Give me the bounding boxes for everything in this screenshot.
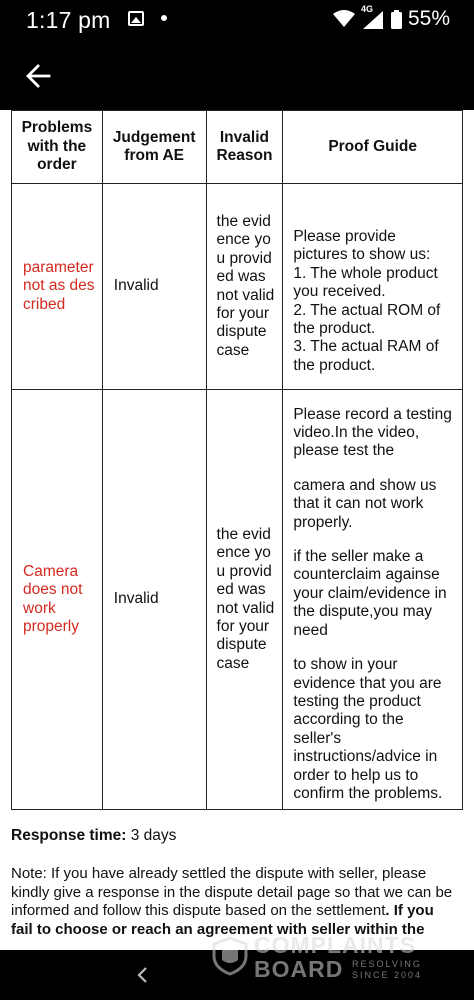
dispute-table	[11, 110, 463, 810]
spacer	[293, 461, 454, 477]
nav-back-button[interactable]	[132, 960, 152, 990]
battery-icon	[391, 10, 402, 29]
spacer	[293, 532, 454, 548]
problem-cell	[12, 184, 103, 390]
header-problems: Problems with the order	[12, 111, 103, 184]
image-icon	[128, 11, 144, 26]
problem-cell: Camera does not work properly	[12, 390, 103, 810]
chevron-left-icon	[136, 966, 148, 984]
table-header-row	[12, 111, 463, 184]
dot-icon	[161, 15, 167, 21]
header-proof-guide: Proof Guide	[283, 111, 463, 184]
reason-text: the evidence you provided was not valid for your dispute case	[216, 525, 275, 672]
reason-cell	[206, 184, 283, 390]
status-time: 1:17 pm	[26, 7, 111, 33]
guide-line: to show in your evidence that you are testing the product according to the seller's instructions/advice in order to help us to confirm the problems.	[293, 656, 443, 802]
watermark-line1: COMPLAINTS	[254, 932, 417, 958]
guide-line: camera and show us that it can not work properly.	[293, 476, 437, 531]
battery-percent: 55%	[407, 7, 450, 30]
watermark-line2: BOARD	[254, 956, 344, 982]
note-bold-text: . If you fail to choose or reach an agreement with seller within the	[11, 902, 434, 938]
table-row	[12, 184, 463, 390]
reason-cell	[206, 390, 283, 810]
status-right-group	[333, 4, 450, 31]
app-bar	[0, 40, 474, 110]
dispute-detail-content[interactable]	[0, 110, 474, 950]
proof-guide-cell	[283, 390, 463, 810]
reason-text: the evidence you provided was not valid for your dispute case	[216, 212, 275, 359]
guide-line: if the seller make a counterclaim againse your claim/evidence in the dispute,you may need	[293, 548, 447, 639]
complaints-board-watermark	[212, 930, 452, 984]
spacer	[293, 640, 454, 656]
wifi-icon	[333, 10, 355, 28]
response-time	[11, 827, 176, 845]
guide-line: 1. The whole product you received.	[293, 264, 438, 301]
guide-line: Please provide pictures to show us:	[293, 227, 431, 264]
note-paragraph	[11, 865, 458, 939]
judgement-cell: Invalid	[102, 184, 206, 390]
guide-line: Please record a testing video.In the video, please test the	[293, 405, 452, 460]
guide-line: 2. The actual ROM of the product.	[293, 301, 441, 337]
response-time-value: 3 days	[130, 827, 177, 844]
response-time-label: Response time:	[11, 827, 127, 844]
signal-icon	[360, 4, 385, 29]
judgement-cell: Invalid	[102, 390, 206, 810]
guide-line: 3. The actual RAM of the product.	[293, 338, 439, 374]
header-reason: Invalid Reason	[206, 111, 283, 184]
table-row	[12, 390, 463, 810]
shield-logo-icon	[212, 936, 248, 976]
status-bar	[0, 0, 474, 40]
back-button[interactable]	[18, 56, 58, 96]
network-label: 4G	[360, 4, 373, 14]
note-text: Note: If you have already settled the dispute with seller, please kindly give a response in the dispute detail page so that we can be informed and follow this dispute based on the settlement	[11, 865, 453, 920]
problem-text: parameter not as described	[23, 258, 95, 313]
proof-guide-cell	[283, 184, 463, 390]
watermark-tag2: SINCE 2004	[352, 970, 423, 980]
watermark-tag1: RESOLVING	[352, 959, 422, 969]
header-judgement: Judgement from AE	[102, 111, 206, 184]
arrow-left-icon	[25, 64, 51, 88]
